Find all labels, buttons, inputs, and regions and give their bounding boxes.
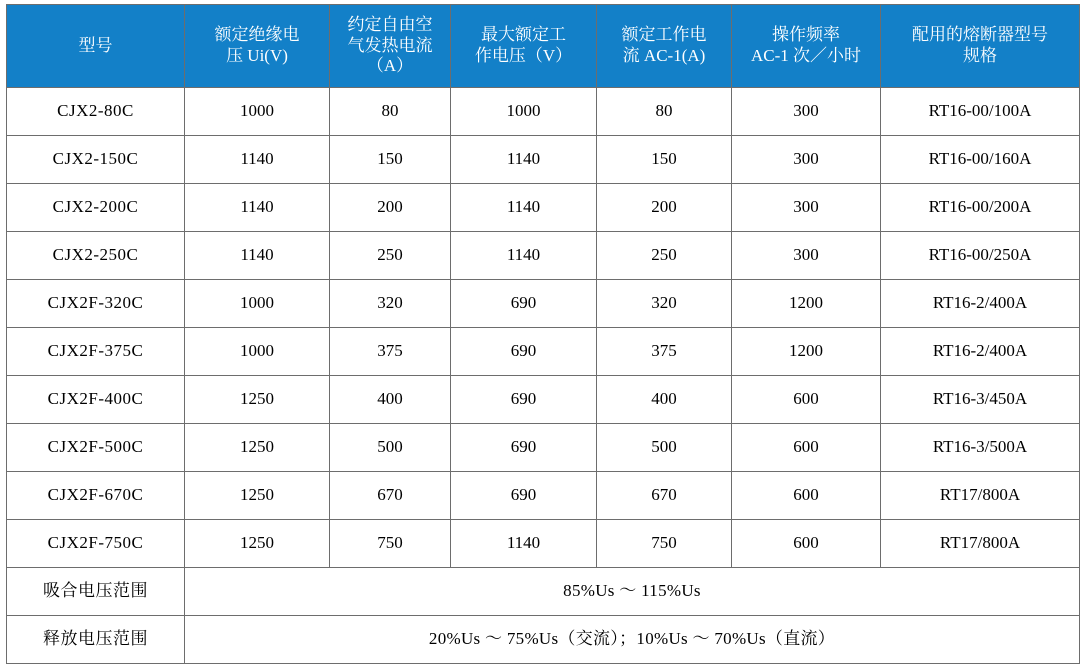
cell-model: CJX2F-320C — [7, 280, 185, 328]
cell-model: CJX2-80C — [7, 88, 185, 136]
header-line: 流 AC-1(A) — [622, 46, 706, 65]
cell-fuse-type: RT16-00/100A — [881, 88, 1080, 136]
header-line: 配用的熔断器型号 — [912, 25, 1048, 45]
cell-insulation-voltage: 1250 — [185, 520, 330, 568]
header-line: AC-1 次／小时 — [750, 46, 862, 65]
table-row — [7, 280, 1080, 328]
cell-insulation-voltage: 1000 — [185, 328, 330, 376]
cell-pickup-voltage-range-value: 85%Us ～ 115%Us — [185, 568, 1080, 616]
cell-model: CJX2F-375C — [7, 328, 185, 376]
specification-table — [6, 4, 1080, 664]
cell-model: CJX2F-750C — [7, 520, 185, 568]
table-row — [7, 376, 1080, 424]
table-row — [7, 472, 1080, 520]
header-line: 压 Ui(V) — [226, 46, 288, 65]
cell-max-voltage: 1140 — [451, 136, 597, 184]
cell-fuse-type: RT16-3/500A — [881, 424, 1080, 472]
row-label-pickup-voltage-range: 吸合电压范围 — [7, 568, 185, 616]
cell-operational-current: 80 — [597, 88, 732, 136]
header-line: 规格 — [963, 46, 997, 65]
header-line: 额定绝缘电 — [214, 25, 300, 45]
cell-max-voltage: 1140 — [451, 184, 597, 232]
column-header-conventional-free-air-thermal-current — [330, 5, 451, 88]
table-row — [7, 184, 1080, 232]
cell-operational-current: 200 — [597, 184, 732, 232]
cell-thermal-current: 670 — [330, 472, 451, 520]
header-row — [7, 5, 1080, 88]
cell-operational-current: 375 — [597, 328, 732, 376]
header-line: 气发热电流 — [347, 35, 433, 55]
cell-max-voltage: 1140 — [451, 520, 597, 568]
cell-thermal-current: 400 — [330, 376, 451, 424]
table-row — [7, 424, 1080, 472]
cell-model: CJX2-150C — [7, 136, 185, 184]
cell-operating-frequency: 300 — [732, 136, 881, 184]
cell-insulation-voltage: 1000 — [185, 88, 330, 136]
cell-insulation-voltage: 1250 — [185, 424, 330, 472]
column-header-rated-operational-current — [597, 5, 732, 88]
cell-operating-frequency: 300 — [732, 88, 881, 136]
table-row — [7, 136, 1080, 184]
cell-max-voltage: 690 — [451, 424, 597, 472]
cell-operational-current: 250 — [597, 232, 732, 280]
header-line: （A） — [366, 56, 414, 76]
cell-operational-current: 400 — [597, 376, 732, 424]
cell-thermal-current: 750 — [330, 520, 451, 568]
cell-fuse-type: RT16-00/250A — [881, 232, 1080, 280]
cell-operating-frequency: 600 — [732, 472, 881, 520]
header-line: 操作频率 — [772, 25, 840, 45]
header-line: 额定工作电 — [621, 25, 707, 45]
cell-operating-frequency: 600 — [732, 520, 881, 568]
cell-thermal-current: 150 — [330, 136, 451, 184]
table-body — [7, 88, 1080, 664]
cell-model: CJX2F-400C — [7, 376, 185, 424]
cell-operating-frequency: 600 — [732, 376, 881, 424]
cell-thermal-current: 320 — [330, 280, 451, 328]
cell-operating-frequency: 300 — [732, 184, 881, 232]
cell-operating-frequency: 1200 — [732, 328, 881, 376]
cell-max-voltage: 690 — [451, 472, 597, 520]
table-row-pickup-voltage-range — [7, 568, 1080, 616]
cell-release-voltage-range-value: 20%Us ～ 75%Us（交流）；10%Us ～ 70%Us（直流） — [185, 616, 1080, 664]
cell-fuse-type: RT16-2/400A — [881, 328, 1080, 376]
cell-fuse-type: RT17/800A — [881, 520, 1080, 568]
table-header — [7, 5, 1080, 88]
cell-max-voltage: 1000 — [451, 88, 597, 136]
cell-thermal-current: 200 — [330, 184, 451, 232]
cell-fuse-type: RT16-00/160A — [881, 136, 1080, 184]
cell-thermal-current: 250 — [330, 232, 451, 280]
cell-insulation-voltage: 1140 — [185, 184, 330, 232]
row-label-release-voltage-range: 释放电压范围 — [7, 616, 185, 664]
cell-max-voltage: 690 — [451, 376, 597, 424]
cell-insulation-voltage: 1250 — [185, 376, 330, 424]
table-row — [7, 232, 1080, 280]
column-header-matching-fuse-type — [881, 5, 1080, 88]
cell-operating-frequency: 300 — [732, 232, 881, 280]
table-row — [7, 520, 1080, 568]
cell-operational-current: 150 — [597, 136, 732, 184]
column-header-rated-insulation-voltage — [185, 5, 330, 88]
column-header-model — [7, 5, 185, 88]
cell-thermal-current: 80 — [330, 88, 451, 136]
cell-model: CJX2-200C — [7, 184, 185, 232]
table-row-release-voltage-range — [7, 616, 1080, 664]
cell-operating-frequency: 1200 — [732, 280, 881, 328]
cell-operational-current: 500 — [597, 424, 732, 472]
cell-fuse-type: RT17/800A — [881, 472, 1080, 520]
cell-fuse-type: RT16-3/450A — [881, 376, 1080, 424]
cell-insulation-voltage: 1000 — [185, 280, 330, 328]
cell-fuse-type: RT16-2/400A — [881, 280, 1080, 328]
cell-max-voltage: 1140 — [451, 232, 597, 280]
column-header-operating-frequency — [732, 5, 881, 88]
header-line: 约定自由空 — [347, 14, 433, 34]
cell-insulation-voltage: 1140 — [185, 232, 330, 280]
cell-operational-current: 750 — [597, 520, 732, 568]
cell-operational-current: 320 — [597, 280, 732, 328]
cell-insulation-voltage: 1250 — [185, 472, 330, 520]
cell-model: CJX2F-670C — [7, 472, 185, 520]
cell-insulation-voltage: 1140 — [185, 136, 330, 184]
cell-model: CJX2-250C — [7, 232, 185, 280]
header-line: 最大额定工 — [481, 25, 566, 45]
cell-thermal-current: 375 — [330, 328, 451, 376]
cell-max-voltage: 690 — [451, 280, 597, 328]
cell-thermal-current: 500 — [330, 424, 451, 472]
cell-operational-current: 670 — [597, 472, 732, 520]
table-row — [7, 88, 1080, 136]
header-line: 作电压（V） — [474, 46, 573, 65]
header-line: 型号 — [78, 35, 113, 55]
cell-operating-frequency: 600 — [732, 424, 881, 472]
table-row — [7, 328, 1080, 376]
cell-fuse-type: RT16-00/200A — [881, 184, 1080, 232]
column-header-max-rated-operational-voltage — [451, 5, 597, 88]
cell-model: CJX2F-500C — [7, 424, 185, 472]
cell-max-voltage: 690 — [451, 328, 597, 376]
